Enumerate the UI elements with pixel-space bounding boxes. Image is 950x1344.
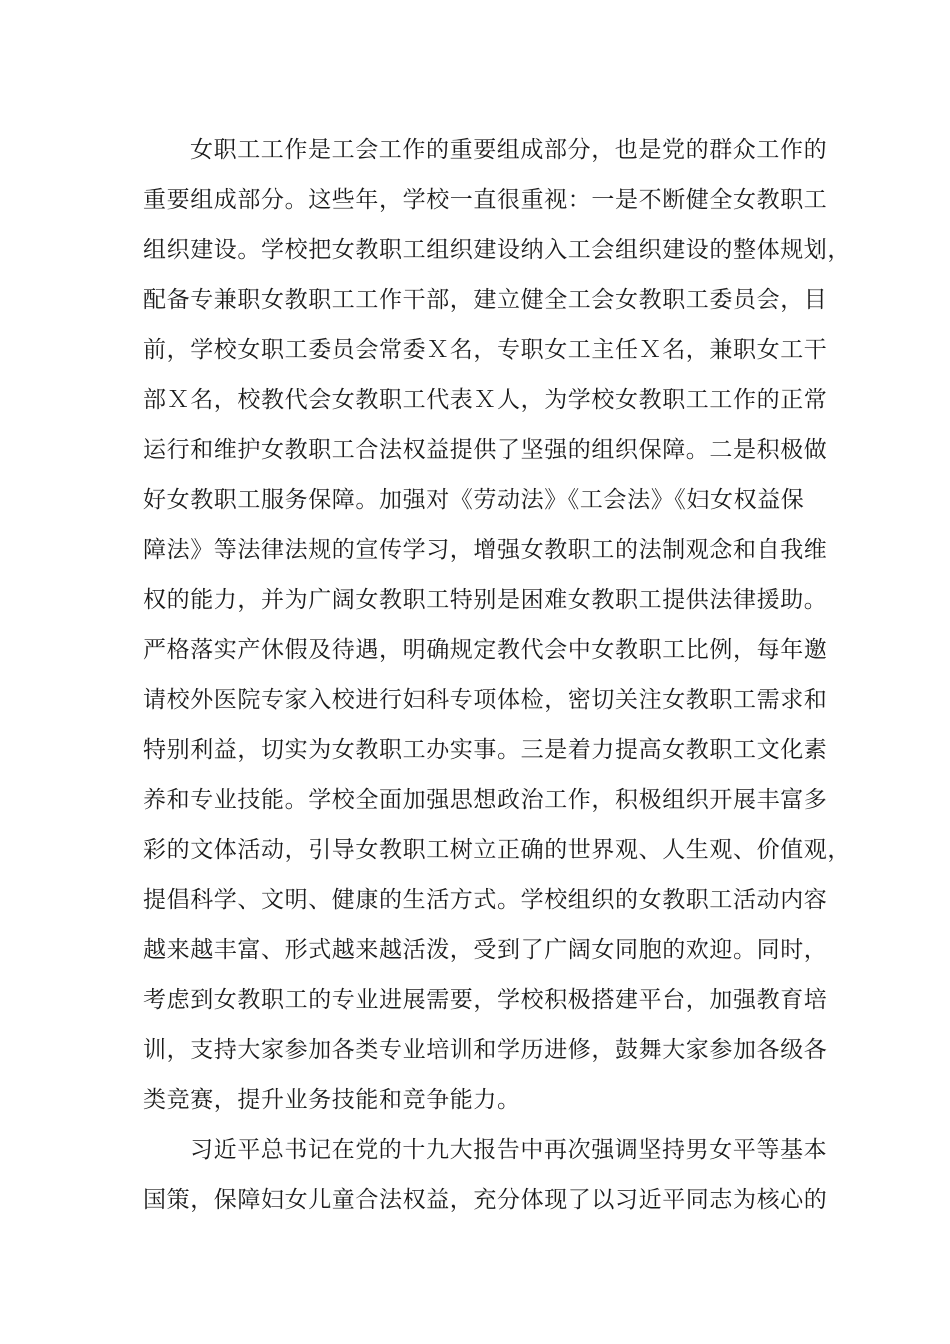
paragraph-1-line-6: 部Ｘ名，校教代会女教职工代表Ｘ人，为学校女教职工工作的正常	[143, 387, 828, 413]
paragraph-1-line-20: 类竞赛，提升业务技能和竞争能力。	[143, 1087, 521, 1113]
paragraph-1-line-10: 权的能力，并为广阔女教职工特别是困难女教职工提供法律援助。	[143, 587, 828, 613]
paragraph-2-line-1: 习近平总书记在党的十九大报告中再次强调坚持男女平等基本	[190, 1137, 828, 1163]
paragraph-1-line-12: 请校外医院专家入校进行妇科专项体检，密切关注女教职工需求和	[143, 687, 828, 713]
paragraph-1-line-17: 越来越丰富、形式越来越活泼，受到了广阔女同胞的欢迎。同时，	[143, 937, 828, 963]
paragraph-1-line-11: 严格落实产休假及待遇，明确规定教代会中女教职工比例，每年邀	[143, 637, 828, 663]
paragraph-1-line-18: 考虑到女教职工的专业进展需要，学校积极搭建平台，加强教育培	[143, 987, 828, 1013]
paragraph-1-line-8: 好女教职工服务保障。加强对《劳动法》《工会法》《妇女权益保	[143, 487, 805, 513]
paragraph-2-line-2: 国策，保障妇女儿童合法权益，充分体现了以习近平同志为核心的	[143, 1187, 828, 1213]
paragraph-1-line-19: 训，支持大家参加各类专业培训和学历进修，鼓舞大家参加各级各	[143, 1037, 828, 1063]
paragraph-1-line-3: 组织建设。学校把女教职工组织建设纳入工会组织建设的整体规划，	[143, 237, 851, 263]
paragraph-1-line-15: 彩的文体活动，引导女教职工树立正确的世界观、人生观、价值观，	[143, 837, 851, 863]
paragraph-1-line-4: 配备专兼职女教职工工作干部，建立健全工会女教职工委员会，目	[143, 287, 828, 313]
paragraph-1-line-2: 重要组成部分。这些年，学校一直很重视：一是不断健全女教职工	[143, 187, 828, 213]
paragraph-1-line-14: 养和专业技能。学校全面加强思想政治工作，积极组织开展丰富多	[143, 787, 828, 813]
paragraph-1-line-16: 提倡科学、文明、健康的生活方式。学校组织的女教职工活动内容	[143, 887, 828, 913]
paragraph-1-line-1: 女职工工作是工会工作的重要组成部分，也是党的群众工作的	[190, 137, 828, 163]
paragraph-1-line-9: 障法》等法律法规的宣传学习，增强女教职工的法制观念和自我维	[143, 537, 828, 563]
paragraph-1-line-13: 特别利益，切实为女教职工办实事。三是着力提高女教职工文化素	[143, 737, 828, 763]
paragraph-1-line-5: 前，学校女职工委员会常委Ｘ名，专职女工主任Ｘ名，兼职女工干	[143, 337, 828, 363]
paragraph-1-line-7: 运行和维护女教职工合法权益提供了坚强的组织保障。二是积极做	[143, 437, 828, 463]
